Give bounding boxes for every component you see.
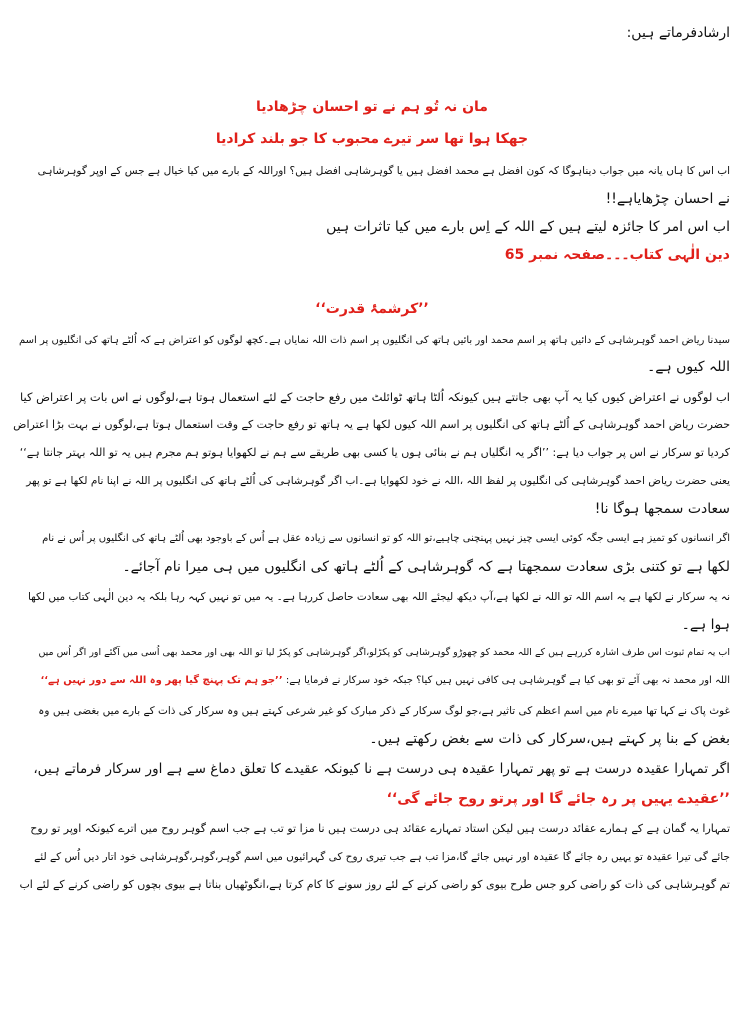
paragraph-text: اللہ اور محمد نہ بھی آئے تو بھی کیا ہے گوہرشاہی ہی کافی نہیں ہیں کیا؟ جبکہ خود سرکار نے فرمایا ہے: (285, 675, 730, 686)
paragraph-line: اب لوگوں نے اعتراض کیوں کیا یہ آپ بھی جانتے ہیں کیونکہ اُلٹا ہاتھ ٹوائلٹ میں رفع حاجت کے لئے استعمال ہوتا ہے،لوگوں نے اس بات پر اعتراض کیا (20, 390, 730, 404)
page-number: 65 (504, 247, 525, 263)
paragraph-line: اگر انسانوں کو تمیز ہے ایسی جگہ کوئی ایسی چیز نہیں پہنچنی چاہیے،تو اللہ کو تو انسانوں سے زیادہ عقل ہے اُس کے باوجود بھی اُلٹے ہاتھ کی انگلیوں پر اُس نے نام (42, 533, 730, 544)
intro-line: ارشادفرماتے ہیں: (626, 25, 730, 41)
paragraph-line: بغض کے بنا پر کہتے ہیں،سرکار کی ذات سے بغض رکھتے ہیں۔ (369, 731, 730, 747)
section-heading: ’’کرشمۂ قدرت‘‘ (315, 301, 429, 317)
paragraph-line: جائے گی تیرا عقیدہ تو یہیں رہ جائے گا عقیدہ اور نہیں جائے گا،مزا تب ہے جب تیری روح کی گہرائیوں میں اسم گوہر،گوہر،گوہرشاہی خود اتار دیں اُس کے لئے (34, 851, 730, 863)
paragraph-line: اب یہ تمام ثبوت اس طرف اشارہ کررہے ہیں کے اللہ محمد کو چھوڑو گوہرشاہی کو پکڑلو،اگر گوہرشاہی کو پکڑ لیا تو اللہ بھی اور محمد بھی اُسی میں آگئے اور اگر اُس میں (38, 647, 730, 658)
paragraph-line: اللہ کیوں ہے۔ (647, 359, 730, 375)
paragraph-line: نہ یہ سرکار نے لکھا ہے یہ اسم اللہ تو اللہ نے لکھا ہے،آپ دیکھ لیجئے اللہ بھی سعادت حاصل کررہا ہے۔ یہ میں تو نہیں کہہ رہا بلکہ یہ دین الٰہی کتاب میں لکھا (27, 591, 730, 603)
book-reference (14, 244, 730, 266)
highlighted-quote: ’’جو ہم تک پہنچ گیا پھر وہ اللہ سے دور نہیں ہے‘‘ (40, 675, 283, 686)
paragraph-line: لکھا ہے تو کتنی بڑی سعادت سمجھتا ہے کہ گوہرشاہی کے اُلٹے ہاتھ کی انگلیوں میں ہی میرا نام آجائے۔ (122, 559, 730, 575)
paragraph-line: اب اس امر کا جائزہ لیتے ہیں کے اللہ کے اِس بارے میں کیا تاثرات ہیں (326, 219, 730, 235)
paragraph-line: حضرت ریاض احمد گوہرشاہی کے اُلٹے ہاتھ کی انگلیوں پر اسم اللہ کیوں لکھا ہے یہ ہاتھ تو رفع حاجت کے وقت استعمال ہوتا ہے،لوگوں نے بہت بڑا اعتراض (13, 418, 730, 431)
paragraph-line: ہوا ہے۔ (681, 617, 730, 633)
paragraph-line: نے احسان چڑھایاہے!! (605, 191, 730, 207)
highlighted-quote: ’’عقیدے یہیں پر رہ جائے گا اور پرتو روح جائے گی‘‘ (386, 791, 730, 807)
paragraph-line: اگر تمہارا عقیدہ درست ہے تو پھر تمہارا عقیدہ ہی درست ہے نا کیونکہ عقیدے کا تعلق دماغ سے ہے اور سرکار فرماتے ہیں، (33, 761, 730, 777)
paragraph-line: غوث پاک نے کہا تھا میرے نام میں اسم اعظم کی تاثیر ہے،جو لوگ سرکار کے ذکر مبارک کو غیر شرعی کہتے ہیں وہ سرکار کی ذات کے بارے میں بغضی ہیں وہ (38, 705, 730, 717)
paragraph-line: سیدنا ریاض احمد گوہرشاہی کے دائیں ہاتھ پر اسم محمد اور بائیں ہاتھ کی انگلیوں پر اسم ذات اللہ نمایاں ہے۔کچھ لوگوں کو اعتراض ہے کہ اُلٹے ہاتھ کی انگلیوں پر اسم (18, 335, 730, 346)
paragraph-line: سعادت سمجھا ہوگا نا! (594, 501, 730, 517)
book-reference-text: دین الٰہی کتاب۔۔۔صفحہ نمبر (529, 247, 730, 263)
poem-line-1: مان نہ تُو ہم نے تو احسان چڑھادیا (256, 99, 488, 115)
paragraph-line: یعنی حضرت ریاض احمد گوہرشاہی کی انگلیوں پر لفظ اللہ ،اللہ نے خود لکھوایا ہے۔اب اگر گوہرشاہی کی اُلٹے ہاتھ کی انگلیوں پر اللہ نے اپنا نام لکھا ہے تو پھر (26, 475, 730, 487)
paragraph-line: کردیا تو سرکار نے اس پر جواب دیا ہے: ’’اگر یہ انگلیاں ہم نے بنائی ہوں یا کسی بھی طریقے سے ہم نے لکھوایا ہوتو ہم مجرم ہیں یہ تو اللہ بہتر جانتا ہے‘‘ (19, 446, 730, 459)
paragraph-line (14, 670, 730, 692)
paragraph-line: تمہارا یہ گمان ہے کے ہمارے عقائد درست ہیں لیکن استاد تمہارے عقائد ہی درست ہیں نا مزا تو تب ہے جب اسم گوہر روح میں اترے کیونکہ اوپر تو روح (30, 822, 730, 835)
paragraph-line: اب اس کا ہاں یانہ میں جواب دیناہوگا کہ کون افضل ہے محمد افضل ہیں یا گوہرشاہی افضل ہیں؟ اوراللہ کے بارے میں کیا خیال ہے جس کے اوپر گوہرشاہی (37, 165, 730, 177)
poem-line-2: جھکا ہوا تھا سر تیرے محبوب کا جو بلند کرادیا (215, 131, 529, 147)
paragraph-line: تم گوہرشاہی کی ذات کو راضی کرو جس طرح بیوی کو راضی کرنے کے لئے روز سونے کا کام کرتا ہے،انگوٹھیاں بناتا ہے بیوی بچوں کو راضی کرنے کے لئے اب (19, 878, 730, 891)
